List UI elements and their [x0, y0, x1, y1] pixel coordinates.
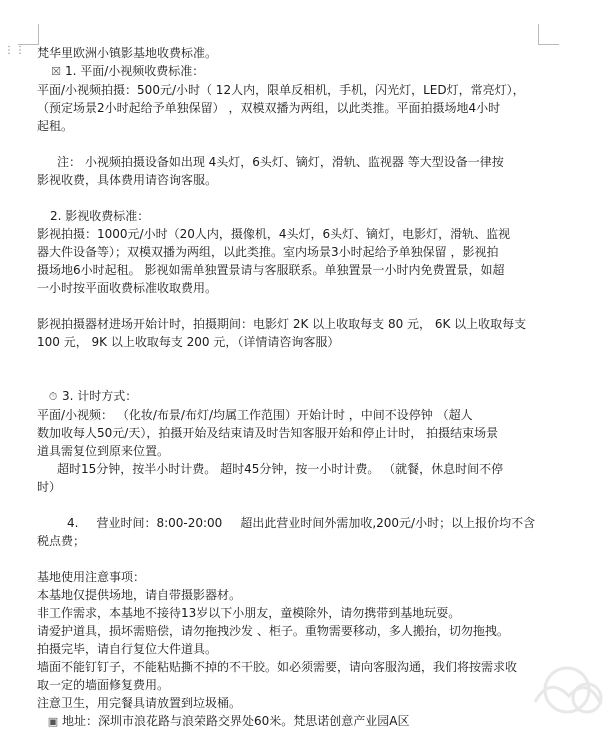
- spacer: [37, 369, 582, 387]
- spacer: [37, 351, 582, 369]
- checkbox-icon: ☒: [51, 65, 61, 78]
- address-line: ▣ 地址：深圳市浪花路与浪荣路交界处60米。梵思诺创意产业园A区: [37, 712, 582, 731]
- section-1-note: 注： 小视频拍摄设备如出现 4头灯，6头灯、镝灯，滑轨、监视器 等大型设备一律按: [57, 155, 504, 169]
- rules-line: 取一定的墙面修复费用。: [37, 678, 170, 692]
- section-1-line: （预定场景2小时起给予单独保留） ，双模双播为两组，以此类推。平面拍摄场地4小时: [37, 101, 501, 115]
- building-icon: ▣: [47, 715, 59, 728]
- stopwatch-icon: ⏱: [48, 390, 58, 403]
- rules-line: 非工作需求，本基地不接待13岁以下小朋友，童模除外，请勿携带到基地玩耍。: [37, 606, 461, 620]
- rules-line: 请爱护道具，损坏需赔偿，请勿拖拽沙发 、柜子。重物需要移动，多人搬抬，切勿拖拽。: [37, 624, 509, 638]
- section-4-line: 4. 营业时间：8:00-20:00 超出此营业时间外需加收,200元/小时；以上报价均不含: [67, 516, 536, 530]
- section-1-heading: ☒ 1. 平面/小视频收费标准：: [37, 62, 582, 81]
- section-3-line: 平面/小视频： （化妆/布景/布灯/均属工作范围）开始计时 ，中间不设停钟 （超人: [37, 408, 473, 422]
- section-3-overtime-tail: 时）: [37, 480, 62, 494]
- spacer: [37, 496, 582, 514]
- rules-line: 注意卫生，用完餐具请放置到垃圾桶。: [37, 696, 242, 710]
- spacer: [37, 550, 582, 568]
- section-2-heading: 2. 影视收费标准：: [50, 209, 150, 223]
- rules-line: 本基地仅提供场地，请自带摄影器材。: [37, 588, 242, 602]
- crop-mark-top-left: [18, 24, 39, 45]
- rules-heading: 基地使用注意事项：: [37, 570, 146, 584]
- spacer: [37, 189, 582, 207]
- section-1-line: 平面/小视频拍摄：500元/小时（ 12人内，限单反相机，手机，闪光灯，LED灯，常亮灯），: [37, 83, 525, 97]
- move-handle-icon[interactable]: ⋮⋮: [4, 45, 26, 56]
- section-3-overtime: 超时15分钟，按半小时计费。 超时45分钟，按一小时计费。 （就餐，休息时间不停: [57, 462, 504, 476]
- section-2-line: 影视拍摄：1000元/小时（20人内，摄像机，4头灯，6头灯、镝灯，电影灯，滑轨、监视: [37, 227, 511, 241]
- section-1-line: 起租。: [37, 119, 74, 133]
- section-4-tail: 税点费；: [37, 534, 86, 548]
- rules-line: 墙面不能钉钉子，不能粘贴撕不掉的不干胶。如必须需要，请向客服沟通，我们将按需求收: [37, 660, 518, 674]
- section-2-line: 器大件设备等）；双模双播为两组，以此类推。室内场景3小时起给予单独保留 ，影视拍: [37, 245, 499, 259]
- section-2-line: 一小时按平面收费标准收取费用。: [37, 281, 218, 295]
- document-body: [37, 44, 582, 731]
- section-3-heading: ⏱ 3. 计时方式：: [37, 387, 582, 406]
- section-2-equipment: 100 元， 9K 以上收取每支 200 元，（详情请咨询客服）: [37, 335, 340, 349]
- document-title: 梵华里欧洲小镇影基地收费标准。: [37, 46, 218, 60]
- crop-mark-top-right: [538, 24, 559, 45]
- rules-line: 拍摄完毕，请自行复位大件道具。: [37, 642, 218, 656]
- section-2-line: 摄场地6小时起租。 影视如需单独置景请与客服联系。单独置景一小时内免费置景，如超: [37, 263, 505, 277]
- spacer: [37, 135, 582, 153]
- watermark-logo: [505, 650, 615, 740]
- section-2-equipment: 影视拍摄器材进场开始计时，拍摄期间：电影灯 2K 以上收取每支 80 元， 6K 以上收取每支: [37, 317, 527, 331]
- section-3-line: 数加收每人50元/天），拍摄开始及结束请及时告知客服开始和停止计时， 拍摄结束场景: [37, 426, 499, 440]
- section-3-line: 道具需复位到原来位置。: [37, 444, 170, 458]
- spacer: [37, 297, 582, 315]
- section-1-note: 影视收费，具体费用请咨询客服。: [37, 173, 218, 187]
